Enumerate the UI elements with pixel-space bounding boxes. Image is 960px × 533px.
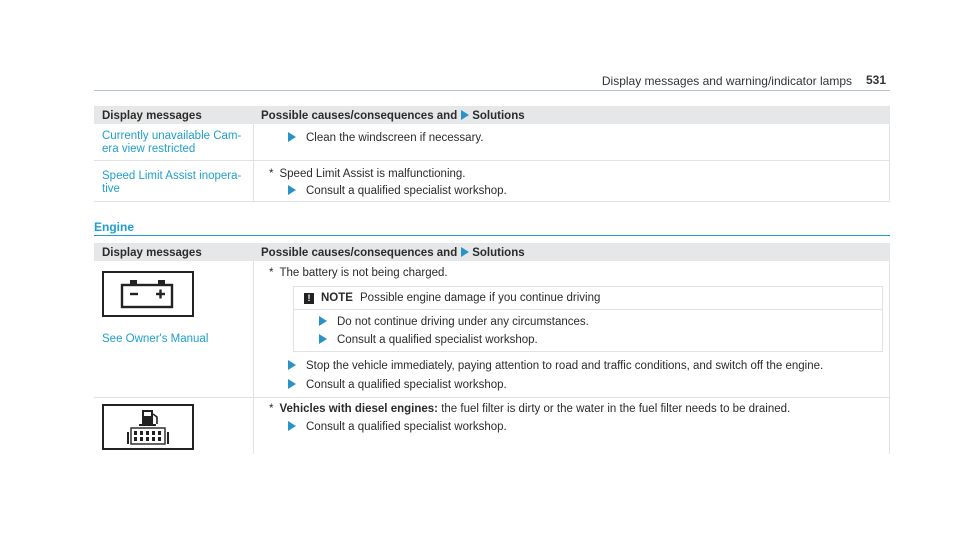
solution-step: Consult a qualified specialist workshop. xyxy=(288,378,507,392)
table-row xyxy=(94,124,890,161)
table-row xyxy=(94,398,890,454)
see-owners-manual-link[interactable]: See Owner's Manual xyxy=(102,333,209,345)
section-divider xyxy=(94,235,890,236)
warning-exclamation-icon: ! xyxy=(304,293,314,304)
column-header-causes-solutions: Possible causes/consequences and Solutions xyxy=(261,110,525,122)
table-header xyxy=(94,243,890,261)
battery-warning-icon xyxy=(102,271,194,317)
page-header xyxy=(94,72,890,91)
note-step: Do not continue driving under any circumstances. xyxy=(319,316,589,328)
arrow-right-icon xyxy=(288,360,296,370)
solution-step: Clean the windscreen if necessary. xyxy=(288,131,484,145)
column-header-causes-solutions: Possible causes/consequences and Solutions xyxy=(261,247,525,259)
fuel-filter-water-icon xyxy=(102,404,194,450)
page-number: 531 xyxy=(865,73,886,87)
cause-text: * The battery is not being charged. xyxy=(269,267,448,279)
table-header xyxy=(94,106,890,124)
solution-step: Stop the vehicle immediately, paying attention to road and traffic conditions, and switch off the engine. xyxy=(288,359,823,373)
solution-step: Consult a qualified specialist workshop. xyxy=(288,184,507,198)
arrow-right-icon xyxy=(461,247,469,257)
column-header-display-messages: Display messages xyxy=(102,110,202,122)
note-box xyxy=(293,286,883,352)
display-messages-table-2 xyxy=(94,243,890,454)
arrow-right-icon xyxy=(288,379,296,389)
arrow-right-icon xyxy=(319,334,327,344)
table-row xyxy=(94,261,890,398)
cause-text: * Vehicles with diesel engines: the fuel filter is dirty or the water in the fuel filter needs to be drained. xyxy=(269,403,791,415)
message-link[interactable]: Currently unavailable Cam- era view restricted xyxy=(102,130,242,155)
solution-step: Consult a qualified specialist workshop. xyxy=(288,420,507,434)
arrow-right-icon xyxy=(288,185,296,195)
section-title: Engine xyxy=(94,220,135,234)
note-label: NOTE xyxy=(321,292,353,304)
arrow-right-icon xyxy=(288,421,296,431)
arrow-right-icon xyxy=(319,316,327,326)
header-title: Display messages and warning/indicator lamps xyxy=(601,74,852,88)
note-text: Possible engine damage if you continue driving xyxy=(360,292,601,304)
arrow-right-icon xyxy=(288,132,296,142)
cause-text: * Speed Limit Assist is malfunctioning. xyxy=(269,168,466,180)
message-link[interactable]: Speed Limit Assist inopera- tive xyxy=(102,170,242,195)
note-step: Consult a qualified specialist workshop. xyxy=(319,334,538,346)
column-header-display-messages: Display messages xyxy=(102,247,202,259)
arrow-right-icon xyxy=(461,110,469,120)
display-messages-table-1 xyxy=(94,106,890,202)
table-row xyxy=(94,161,890,202)
